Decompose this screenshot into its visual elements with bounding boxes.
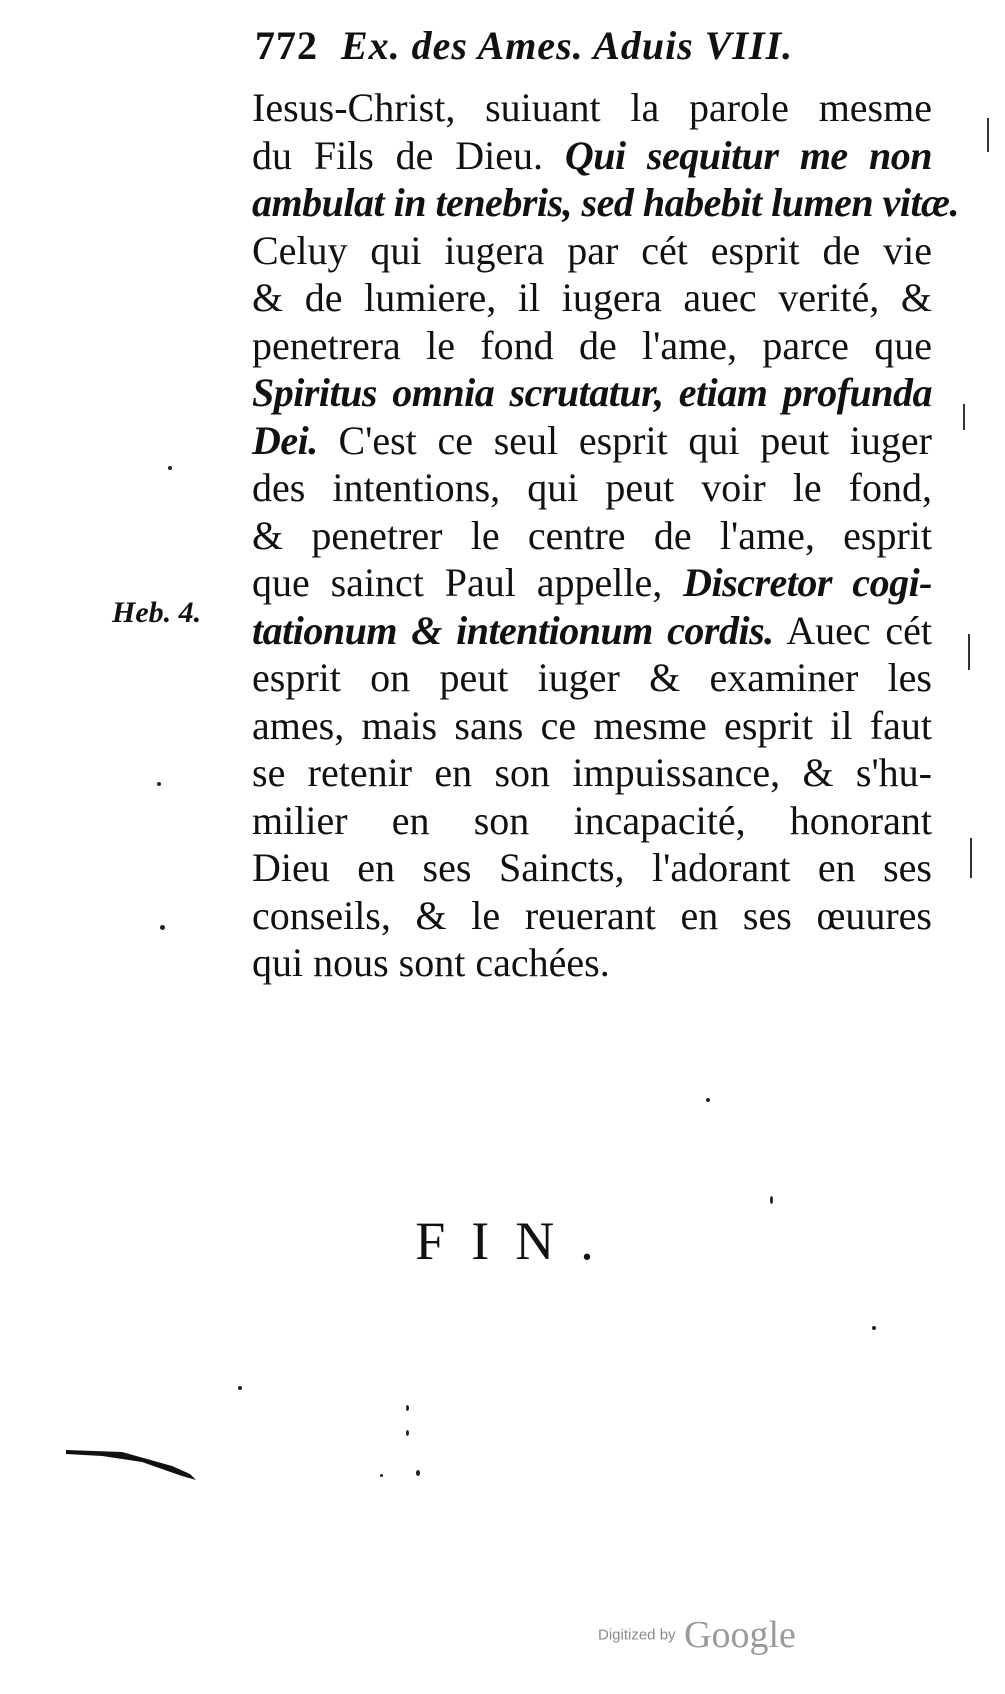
latin-quotation: Qui sequitur me non xyxy=(564,132,932,178)
margin-note-reference: Heb. 4. xyxy=(112,596,202,629)
text-line xyxy=(252,132,932,180)
margin-rule xyxy=(968,634,970,670)
text-segment: milier en son incapacité, honorant xyxy=(252,797,932,843)
scan-speck xyxy=(157,782,161,786)
text-segment: des intentions, qui peut voir le fond, xyxy=(252,465,932,510)
text-line xyxy=(252,892,932,940)
margin-rule xyxy=(970,838,972,878)
running-header xyxy=(255,22,793,69)
google-logo: Google xyxy=(684,1614,796,1656)
text-line xyxy=(252,179,959,227)
text-line xyxy=(252,369,932,417)
latin-quotation: tationum & intentionum cordis. xyxy=(252,607,774,653)
text-segment: du Fils de Dieu. xyxy=(252,132,565,178)
text-segment: se retenir en son impuissance, & s'hu- xyxy=(252,750,932,795)
scan-speck xyxy=(160,925,165,930)
text-segment: Celuy qui iugera par cét esprit de vie xyxy=(252,227,932,273)
scan-speck xyxy=(406,1405,409,1411)
body-text xyxy=(252,84,959,987)
text-line xyxy=(252,417,932,465)
text-line xyxy=(252,227,932,275)
running-title: Ex. des Ames. Aduis VIII. xyxy=(341,23,794,68)
text-segment: esprit on peut iuger & examiner les xyxy=(252,655,932,700)
text-line xyxy=(252,797,932,845)
scan-speck xyxy=(406,1430,409,1436)
digitized-by-label: Digitized by xyxy=(598,1626,676,1644)
text-line xyxy=(252,607,932,655)
scan-speck xyxy=(706,1098,710,1102)
text-segment: que sainct Paul appelle, xyxy=(252,560,684,605)
text-line xyxy=(252,274,932,322)
text-line xyxy=(252,749,932,797)
scan-speck xyxy=(380,1474,383,1477)
latin-quotation: Spiritus omnia scrutatur, etiam profunda xyxy=(252,370,932,415)
text-segment: Dieu en ses Saincts, l'adorant en ses xyxy=(252,845,932,890)
ink-smudge xyxy=(62,1440,212,1500)
text-segment: penetrera le fond de l'ame, parce que xyxy=(252,322,932,368)
text-line xyxy=(252,939,932,987)
text-line xyxy=(252,464,932,512)
text-segment: & penetrer le centre de l'ame, esprit xyxy=(252,512,932,558)
fin-ending: FIN. xyxy=(415,1211,620,1271)
margin-rule xyxy=(963,404,965,430)
text-segment: Iesus-Christ, suiuant la parole mesme xyxy=(252,85,932,130)
text-segment: & de lumiere, il iugera auec verité, & xyxy=(252,275,932,320)
text-segment: ames, mais sans ce mesme esprit il faut xyxy=(252,702,932,748)
scan-speck xyxy=(416,1470,420,1476)
text-segment: conseils, & le reuerant en ses œuures xyxy=(252,892,932,938)
latin-quotation: ambulat in tenebris, sed habebit lumen vitæ. xyxy=(252,180,959,225)
text-segment: Auec cét xyxy=(773,607,932,653)
text-line xyxy=(252,844,932,892)
margin-rule xyxy=(987,118,989,152)
latin-quotation: Dei. xyxy=(252,417,318,463)
text-line xyxy=(252,702,932,750)
scan-speck xyxy=(238,1386,242,1390)
text-line xyxy=(252,512,932,560)
text-line xyxy=(252,322,932,370)
scan-speck xyxy=(770,1196,773,1204)
text-line xyxy=(252,654,932,702)
scan-speck xyxy=(872,1326,876,1330)
text-segment: qui nous sont cachées. xyxy=(252,940,610,985)
latin-quotation: Discretor cogi- xyxy=(683,560,932,605)
text-line xyxy=(252,559,932,607)
digitized-watermark xyxy=(598,1613,796,1657)
scan-speck xyxy=(168,466,172,470)
text-segment: C'est ce seul esprit qui peut iuger xyxy=(317,417,932,463)
page-number: 772 xyxy=(255,23,318,68)
text-line xyxy=(252,84,932,132)
